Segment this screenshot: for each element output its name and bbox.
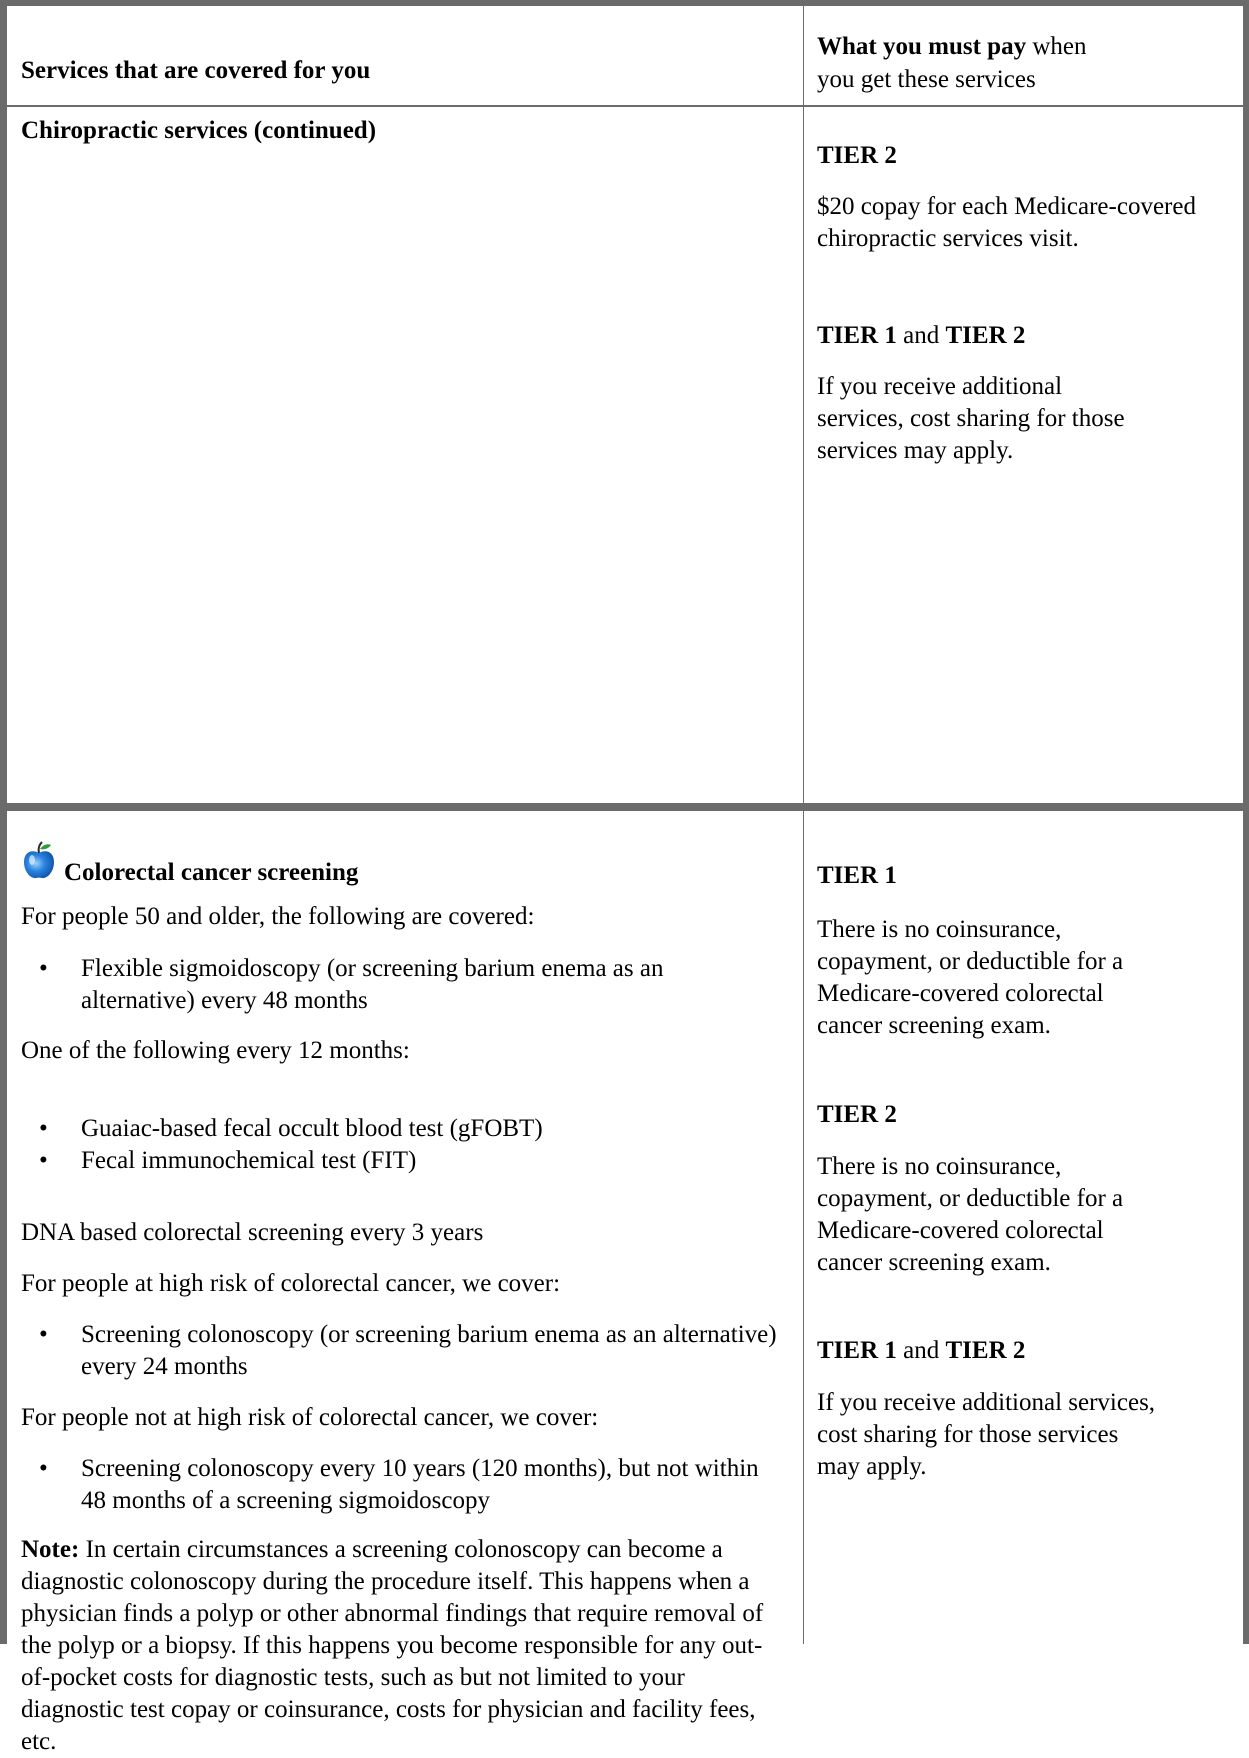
header-pay-rest-2: you get these services: [817, 66, 1036, 93]
bullet-icon: •: [39, 1455, 48, 1482]
tier2-label: TIER 2: [817, 142, 897, 169]
tier1-label: TIER 1: [817, 862, 897, 889]
high-risk-text: For people at high risk of colorectal cancer, we cover:: [21, 1270, 561, 1297]
tier1-text: There is no coinsurance, copayment, or deductible for a Medicare-covered colorectal cancer screening exam.: [817, 916, 1124, 1039]
row-title-chiropractic: Chiropractic services (continued): [21, 117, 377, 144]
note-paragraph: [21, 1534, 781, 1758]
tier12-label: TIER 1 and TIER 2: [817, 1337, 1026, 1364]
header-pay-bold: What you must pay: [817, 33, 1027, 60]
list-item: • Flexible sigmoidoscopy (or screening barium enema as an alternative) every 48 months: [39, 955, 664, 1014]
apple-icon: [22, 841, 56, 879]
note-label: Note:: [21, 1536, 80, 1563]
dna-text: DNA based colorectal screening every 3 years: [21, 1219, 484, 1246]
bullet-icon: •: [39, 1147, 48, 1174]
header-services: Services that are covered for you: [21, 57, 371, 84]
list-item: • Guaiac-based fecal occult blood test (gFOBT): [21, 1113, 781, 1145]
bullet-icon: •: [39, 1321, 48, 1348]
every-12-months-text: One of the following every 12 months:: [21, 1037, 410, 1064]
tier12-text: If you receive additional services, cost sharing for those services may apply.: [817, 1389, 1156, 1480]
bullet-icon: •: [39, 1115, 48, 1142]
header-divider: [0, 105, 1249, 107]
tier2-label: TIER 2: [817, 1101, 897, 1128]
row-divider: [0, 803, 1249, 811]
tier12-label: TIER 1 and TIER 2: [817, 322, 1026, 349]
column-divider: [803, 6, 804, 1644]
list-item: • Screening colonoscopy every 10 years (120 months), but not within 48 months of a screening sigmoidoscopy: [39, 1455, 759, 1514]
tier2-text: $20 copay for each Medicare-covered chiropractic services visit.: [817, 193, 1196, 252]
intro-text: For people 50 and older, the following are covered:: [21, 903, 535, 930]
tier12-text: If you receive additional services, cost sharing for those services may apply.: [817, 373, 1125, 464]
list-item: • Fecal immunochemical test (FIT): [21, 1145, 781, 1177]
table-top-border: [0, 0, 1249, 6]
row-title-colorectal: Colorectal cancer screening: [64, 859, 359, 886]
header-pay: [817, 30, 1237, 96]
table-right-border: [1243, 0, 1249, 1644]
not-high-risk-text: For people not at high risk of colorectal cancer, we cover:: [21, 1404, 599, 1431]
bullet-icon: •: [39, 955, 48, 982]
tier2-text: There is no coinsurance, copayment, or deductible for a Medicare-covered colorectal cancer screening exam.: [817, 1153, 1124, 1276]
header-pay-rest-1: when: [1026, 33, 1087, 60]
table-left-border: [0, 0, 7, 1644]
list-item: • Screening colonoscopy (or screening barium enema as an alternative) every 24 months: [39, 1321, 777, 1380]
note-text: In certain circumstances a screening colonoscopy can become a diagnostic colonoscopy during the procedure itself. This happens when a physician finds a polyp or other abnormal findings that require removal of the polyp or a biopsy. If this happens you become responsible for any out-of-pocket costs for diagnostic tests, such as but not limited to your diagnostic test copay or coinsurance, costs for physician and facility fees, etc.: [21, 1536, 764, 1755]
